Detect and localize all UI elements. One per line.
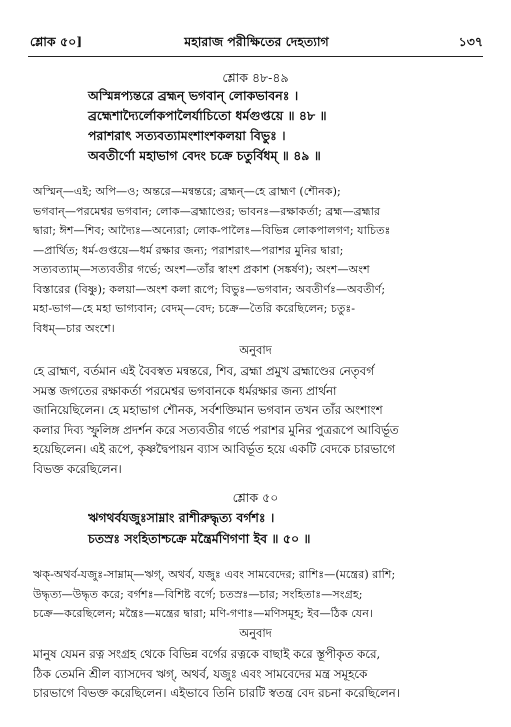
sanskrit-verse-50 <box>0 510 511 552</box>
synonyms-50 <box>33 565 487 624</box>
synonym-line: বিস্তারের (বিষ্ণু); কলয়া—অংশ কলা রূপে; বিভুঃ—ভগবান; অবতীর্ণঃ—অবতীর্ণ; <box>33 282 386 296</box>
verse-line: চতস্রঃ সংহিতাশ্চক্রে মন্ত্রৈর্মণিগণা ইব ॥ ৫০ ॥ <box>88 531 311 546</box>
verse-line: ব্রহ্মেশাদ্যৈর্লোকপালৈর্যাচিতো ধর্মগুপ্তয়ে ॥ ৪৮ ॥ <box>88 108 327 123</box>
synonyms-48-49 <box>33 182 487 338</box>
translation-heading-50: অনুবাদ <box>239 626 272 640</box>
verse-heading-48-49: শ্লোক ৪৮-৪৯ <box>222 70 289 85</box>
synonym-line: ভগবান্—পরমেশ্বর ভগবান; লোক—ব্রহ্মাণ্ডের; ভাবনঃ—রক্ষাকর্তা; ব্রহ্ম—ব্রহ্মার <box>33 204 381 218</box>
header-chapter-title: মহারাজ পরীক্ষিতের দেহত্যাগ <box>184 34 329 49</box>
synonym-line: দ্বারা; ঈশ—শিব; আদ্যৈঃ—অন্যেরা; লোক-পালৈঃ—বিভিন্ন লোকপালগণ; যাচিতঃ <box>33 224 391 237</box>
synonym-line: —প্রার্থিত; ধর্ম-গুপ্তয়ে—ধর্ম রক্ষার জন্য; পরাশরাৎ—পরাশর মুনির দ্বারা; <box>33 243 344 257</box>
synonym-line: উদ্ধৃত্য—উদ্ধৃত করে; বর্গশঃ—বিশিষ্ট বর্গে; চতস্রঃ—চার; সংহিতাঃ—সংগ্রহ; <box>33 587 363 601</box>
translation-line: ঠিক তেমনি শ্রীল ব্যাসদেব ঋগ্, অথর্ব, যজুঃ এবং সামবেদের মন্ত্র সমূহকে <box>33 666 368 681</box>
synonym-line: বিধম্—চার অংশে। <box>33 321 115 335</box>
synonym-line: অস্মিন্—এই; অপি—ও; অন্তরে—মন্বন্তরে; ব্রহ্মন্—হে ব্রাহ্মণ (শৌনক); <box>33 185 341 198</box>
translation-line: চারভাগে বিভক্ত করেছিলেন। এইভাবে তিনি চারটি স্বতন্ত্র বেদ রচনা করেছিলেন। <box>33 686 400 700</box>
translation-line: সমস্ত জগতের রক্ষাকর্তা পরমেশ্বর ভগবানকে ধর্মরক্ষার জন্য প্রার্থনা <box>33 383 337 398</box>
verse-line: ঋগথর্বযজুঃসাম্নাং রাশীরুদ্ধৃত্য বর্গশঃ । <box>88 510 275 525</box>
sanskrit-verse-48-49 <box>0 88 511 168</box>
synonym-line: মহা-ভাগ—হে মহা ভাগ্যবান; বেদম্—বেদ; চক্রে—তৈরি করেছিলেন; চতুঃ- <box>33 302 356 315</box>
translation-line: হয়েছিলেন। এই রূপে, কৃষ্ণদ্বৈপায়ন ব্যাস আবির্ভূত হয়ে একটি বেদকে চারভাগে <box>33 442 395 456</box>
verse-line: পরাশরাৎ সত্যবত্যামংশাংশকলয়া বিভুঃ । <box>88 128 286 143</box>
header-rule <box>28 56 483 57</box>
translation-line: বিভক্ত করেছিলেন। <box>33 461 122 476</box>
verse-line: অস্মিন্নপ্যন্তরে ব্রহ্মন্ ভগবান্ লোকভাবনঃ । <box>88 88 299 103</box>
translation-line: হে ব্রাহ্মণ, বর্তমান এই বৈবস্বত মন্বন্তরে, শিব, ব্রহ্মা প্রমুখ ব্রহ্মাণ্ডের নেতৃবর্গ <box>33 364 374 378</box>
verse-line: অবতীর্ণো মহাভাগ বেদং চক্রে চতুর্বিধম্ ॥ ৪৯ ॥ <box>88 148 321 163</box>
translation-line: মানুষ যেমন রত্ন সংগ্রহ থেকে বিভিন্ন বর্গের রত্নকে বাছাই করে স্তূপীকৃত করে, <box>33 647 381 661</box>
synonym-line: ঋক্-অথর্ব-যজুঃ-সাম্নাম্—ঋগ্, অথর্ব, যজুঃ এবং সামবেদের; রাশিঃ—(মন্ত্রের) রাশি; <box>33 568 396 581</box>
translation-heading-48-49: অনুবাদ <box>239 343 272 357</box>
running-header <box>30 34 483 54</box>
synonym-line: সত্যবত্যাম্—সত্যবতীর গর্ভে; অংশ—তাঁর স্বাংশ প্রকাশ (সঙ্কর্ষণ); অংশ—অংশ <box>33 263 370 276</box>
translation-48-49 <box>33 362 487 479</box>
header-verse-ref: শ্লোক ৫০] <box>30 34 83 49</box>
page-number: ১৩৭ <box>458 34 483 49</box>
synonym-line: চক্রে—করেছিলেন; মন্ত্রৈঃ—মন্ত্রের দ্বারা; মণি-গণাঃ—মণিসমূহ; ইব—ঠিক যেন। <box>33 607 373 620</box>
translation-line: কলার দিব্য স্ফুলিঙ্গ প্রদর্শন করে সত্যবতীর গর্ভে পরাশর মুনির পুত্ররূপে আবির্ভূত <box>33 422 399 437</box>
translation-50 <box>33 645 487 704</box>
translation-line: জানিয়েছিলেন। হে মহাভাগ শৌনক, সর্বশক্তিমান ভগবান তখন তাঁর অংশাংশ <box>33 403 383 417</box>
verse-heading-50: শ্লোক ৫০ <box>232 490 279 505</box>
